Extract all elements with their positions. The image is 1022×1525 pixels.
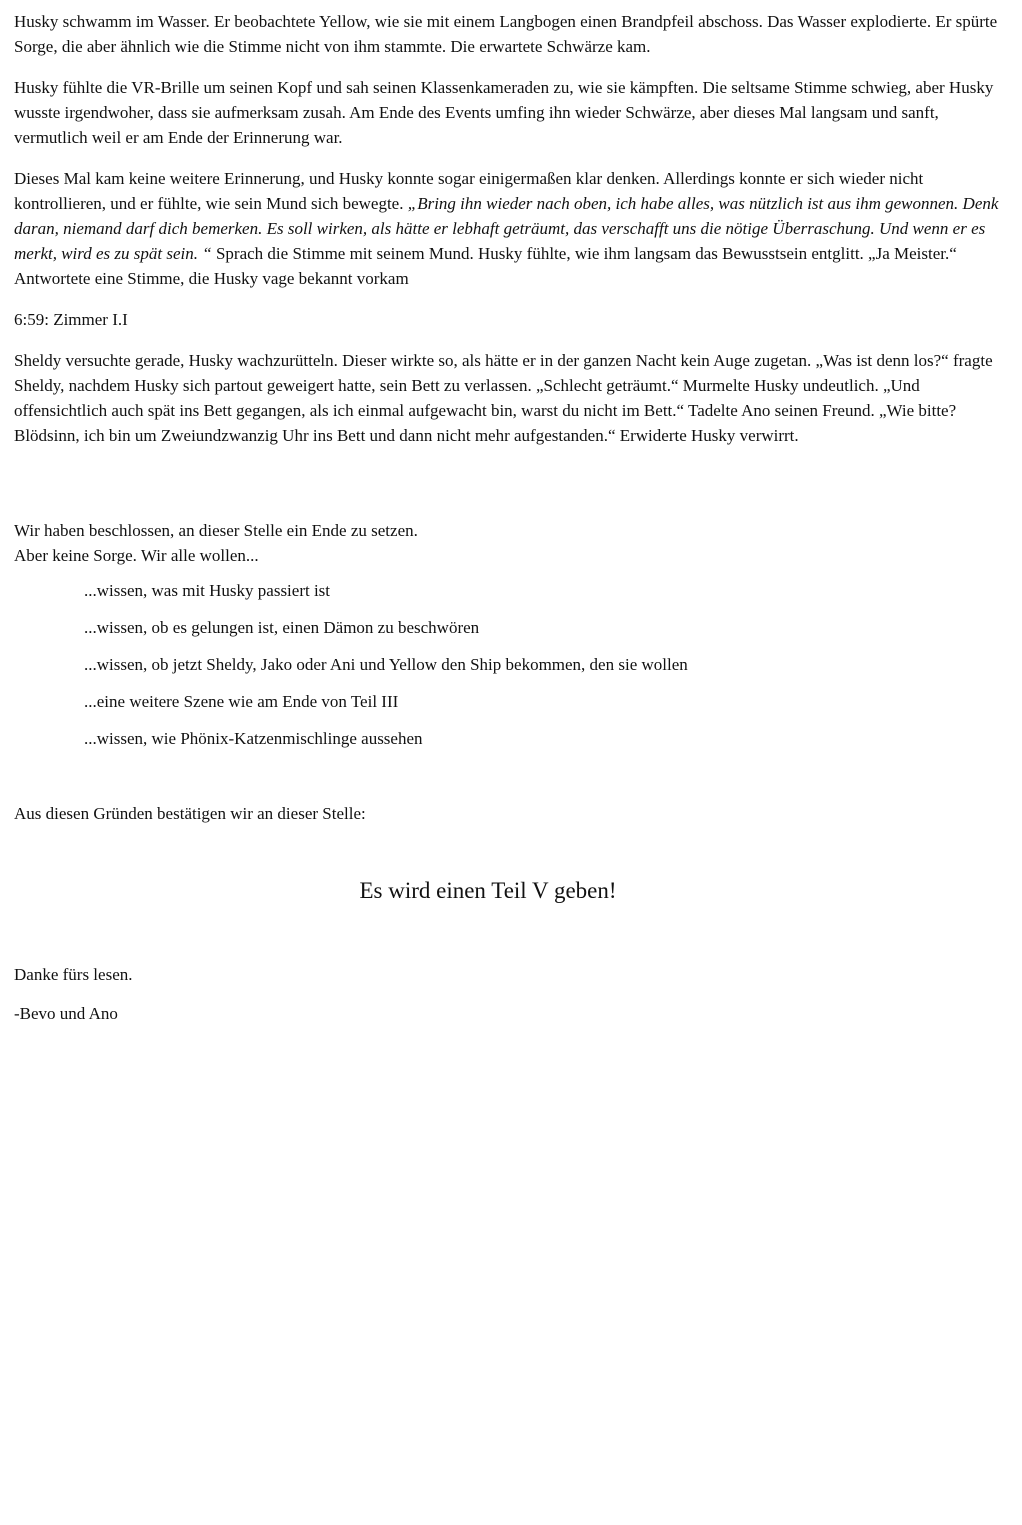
wish-list-item: ...wissen, ob es gelungen ist, einen Dämon zu beschwören — [84, 618, 480, 637]
author-signature: -Bevo und Ano — [14, 1004, 118, 1023]
story-paragraph-2: Husky fühlte die VR-Brille um seinen Kopf und sah seinen Klassenkameraden zu, wie sie kämpften. Die seltsame Stimme schwieg, aber Husky wusste irgendwoher, dass sie aufmerksam zusah. Am Ende des Events umfing ihn wieder Schwärze, aber dieses Mal langsam und sanft, vermutlich weil er am Ende der Erinnerung war. — [14, 78, 994, 147]
part-five-announcement: Es wird einen Teil V geben! — [359, 878, 617, 903]
scene-marker: 6:59: Zimmer I.I — [14, 310, 128, 329]
outro-line-1: Wir haben beschlossen, an dieser Stelle ein Ende zu setzen. — [14, 521, 418, 540]
story-paragraph-3-narration-end: Sprach die Stimme mit seinem Mund. Husky fühlte, wie ihm langsam das Bewusstsein entglitt. „Ja Meister.“ Antwortete eine Stimme, die Husky vage bekannt vorkam — [14, 244, 957, 288]
wish-list — [14, 578, 1006, 751]
story-paragraph-3 — [14, 166, 1006, 291]
wish-list-item: ...wissen, ob jetzt Sheldy, Jako oder Ani und Yellow den Ship bekommen, den sie wollen — [84, 655, 688, 674]
story-paragraph-4: Sheldy versuchte gerade, Husky wachzurütteln. Dieser wirkte so, als hätte er in der ganzen Nacht kein Auge zugetan. „Was ist denn los?“ fragte Sheldy, nachdem Husky sich partout geweigert hatte, sein Bett zu verlassen. „Schlecht geträumt.“ Murmelte Husky undeutlich. „Und offensichtlich auch spät ins Bett gegangen, als ich einmal aufgewacht bin, warst du nicht im Bett.“ Tadelte Ano seinen Freund. „Wie bitte? Blödsinn, ich bin um Zweiundzwanzig Uhr ins Bett und dann nicht mehr aufgestanden.“ Erwiderte Husky verwirrt. — [14, 351, 993, 445]
outro-line-2: Aber keine Sorge. Wir alle wollen... — [14, 546, 259, 565]
wish-list-item: ...wissen, was mit Husky passiert ist — [84, 581, 331, 600]
confirmation-line: Aus diesen Gründen bestätigen wir an dieser Stelle: — [14, 804, 366, 823]
story-paragraph-1: Husky schwamm im Wasser. Er beobachtete Yellow, wie sie mit einem Langbogen einen Brandpfeil abschoss. Das Wasser explodierte. Er spürte Sorge, die aber ähnlich wie die Stimme nicht von ihm stammte. Die erwartete Schwärze kam. — [14, 12, 998, 56]
story-paragraph-3-narration-start: Dieses Mal kam keine weitere Erinnerung, und Husky konnte sogar einigermaßen klar denken. Allerdings konnte er sich wieder nicht kontrollieren, und er fühlte, wie sein Mund sich bewegte. — [14, 169, 924, 213]
wish-list-item: ...eine weitere Szene wie am Ende von Teil III — [84, 692, 399, 711]
wish-list-item: ...wissen, wie Phönix-Katzenmischlinge aussehen — [84, 729, 423, 748]
thanks-line: Danke fürs lesen. — [14, 965, 133, 984]
outro-block — [14, 518, 1006, 568]
story-paragraph-3-voice-quote: „Bring ihn wieder nach oben, ich habe alles, was nützlich ist aus ihm gewonnen. Denk daran, niemand darf dich bemerken. Es soll wirken, als hätte er lebhaft geträumt, das verschafft uns die nötige Überraschung. Und wenn er es merkt, wird es zu spät sein. “ — [14, 194, 999, 263]
